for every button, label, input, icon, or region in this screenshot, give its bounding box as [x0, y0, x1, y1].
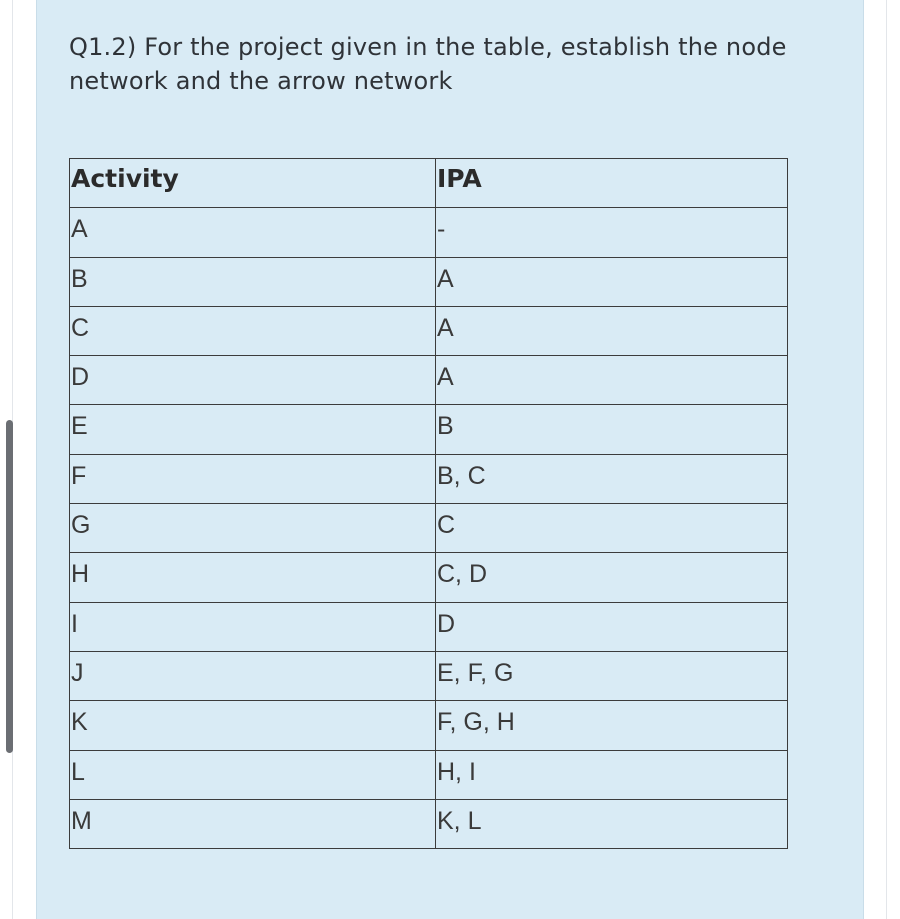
table-row: [70, 701, 788, 750]
table-row: [70, 356, 788, 405]
table-row: [70, 651, 788, 700]
activity-cell: K: [70, 701, 436, 750]
table-row: [70, 750, 788, 799]
activity-cell: A: [70, 208, 436, 257]
page-edge-right: [886, 0, 887, 919]
activity-table: [69, 158, 788, 849]
ipa-cell: H, I: [436, 750, 788, 799]
table-row: [70, 208, 788, 257]
activity-cell: J: [70, 651, 436, 700]
table-row: [70, 602, 788, 651]
table-row: [70, 504, 788, 553]
activity-cell: C: [70, 306, 436, 355]
ipa-cell: C, D: [436, 553, 788, 602]
question-panel: [36, 0, 864, 919]
activity-cell: M: [70, 799, 436, 848]
ipa-cell: A: [436, 356, 788, 405]
table-header-row: [70, 159, 788, 208]
ipa-cell: F, G, H: [436, 701, 788, 750]
ipa-cell: C: [436, 504, 788, 553]
activity-cell: F: [70, 454, 436, 503]
activity-cell: G: [70, 504, 436, 553]
ipa-cell: B: [436, 405, 788, 454]
table-row: [70, 257, 788, 306]
table-row: [70, 454, 788, 503]
ipa-cell: A: [436, 257, 788, 306]
table-row: [70, 553, 788, 602]
ipa-cell: E, F, G: [436, 651, 788, 700]
table-row: [70, 405, 788, 454]
ipa-cell: A: [436, 306, 788, 355]
scrollbar-thumb[interactable]: [6, 420, 13, 753]
activity-cell: D: [70, 356, 436, 405]
question-text: Q1.2) For the project given in the table, establish the node network and the arrow network: [69, 33, 787, 95]
table-row: [70, 306, 788, 355]
table-row: [70, 799, 788, 848]
ipa-column-header: IPA: [436, 159, 788, 208]
activity-cell: L: [70, 750, 436, 799]
activity-cell: E: [70, 405, 436, 454]
activity-cell: B: [70, 257, 436, 306]
ipa-cell: -: [436, 208, 788, 257]
activity-cell: I: [70, 602, 436, 651]
ipa-cell: B, C: [436, 454, 788, 503]
ipa-cell: K, L: [436, 799, 788, 848]
activity-column-header: Activity: [70, 159, 436, 208]
ipa-cell: D: [436, 602, 788, 651]
activity-cell: H: [70, 553, 436, 602]
